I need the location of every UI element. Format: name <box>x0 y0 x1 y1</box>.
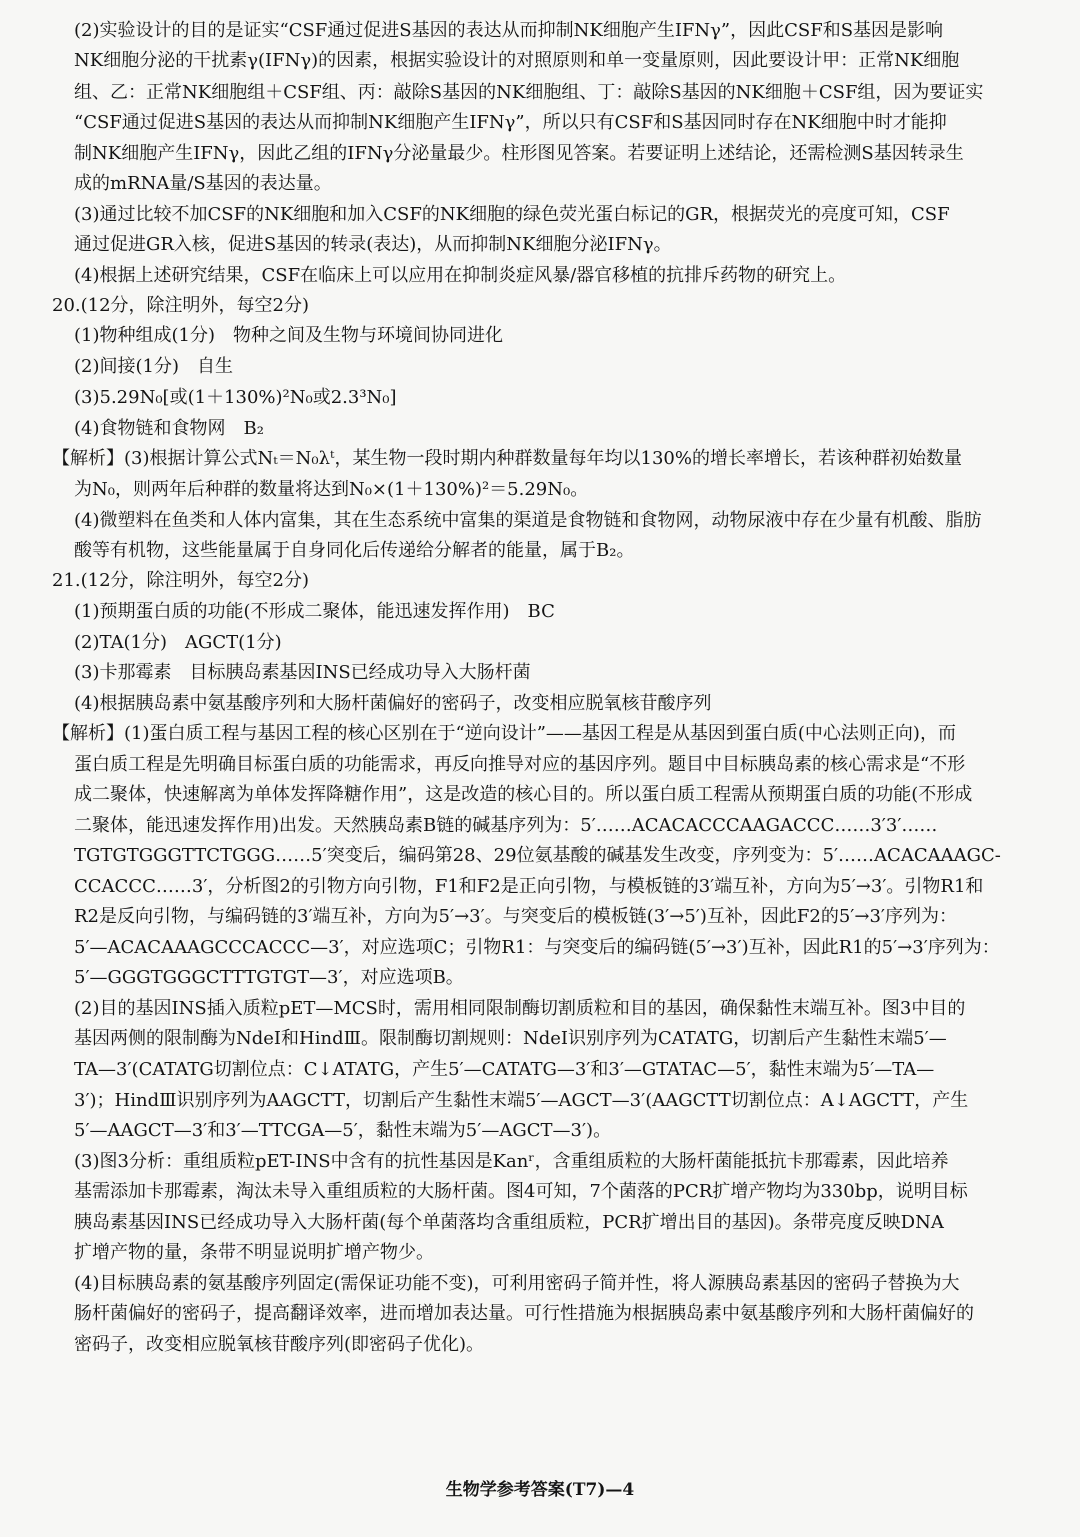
text-line: (4)根据上述研究结果，CSF在临床上可以应用在抑制炎症风暴/器官移植的抗排斥药物的研究上。 <box>74 265 847 286</box>
text-line: 二聚体，能迅速发挥作用)出发。天然胰岛素B链的碱基序列为：5′……ACACACCCAAGACCC……3′3′…… <box>74 815 938 836</box>
question-21-heading: 21.(12分，除注明外，每空2分) <box>52 570 310 591</box>
text-line: CCACCC……3′，分析图2的引物方向引物，F1和F2是正向引物，与模板链的3′端互补，方向为5′→3′。引物R1和 <box>74 876 984 897</box>
answer-line: (1)物种组成(1分) 物种之间及生物与环境间协同进化 <box>74 325 503 346</box>
text-line: 酸等有机物，这些能量属于自身同化后传递给分解者的能量，属于B₂。 <box>74 540 635 561</box>
text-line: 5′—GGGTGGGCTTTGTGT—3′，对应选项B。 <box>74 967 464 988</box>
text-line: 基需添加卡那霉素，淘汰未导入重组质粒的大肠杆菌。图4可知，7个菌落的PCR扩增产物均为330bp，说明目标 <box>74 1181 968 1202</box>
text-line: 5′—AAGCT—3′和3′—TTCGA—5′，黏性末端为5′—AGCT—3′)。 <box>74 1120 612 1141</box>
text-line: 蛋白质工程是先明确目标蛋白质的功能需求，再反向推导对应的基因序列。题目中目标胰岛素的核心需求是“不形 <box>74 754 966 775</box>
text-line: (4)目标胰岛素的氨基酸序列固定(需保证功能不变)，可利用密码子简并性，将人源胰岛素基因的密码子替换为大 <box>74 1273 960 1294</box>
answer-line: (4)食物链和食物网 B₂ <box>74 418 264 439</box>
answer-line: (2)TA(1分) AGCT(1分) <box>74 632 282 653</box>
page-footer: 生物学参考答案(T7)—4 <box>445 1480 635 1500</box>
text-line: (2)实验设计的目的是证实“CSF通过促进S基因的表达从而抑制NK细胞产生IFNγ”，因此CSF和S基因是影响 <box>74 20 944 41</box>
text-line: 肠杆菌偏好的密码子，提高翻译效率，进而增加表达量。可行性措施为根据胰岛素中氨基酸序列和大肠杆菌偏好的 <box>74 1303 974 1324</box>
text-line: (3)通过比较不加CSF的NK细胞和加入CSF的NK细胞的绿色荧光蛋白标记的GR，根据荧光的亮度可知，CSF <box>74 204 950 225</box>
text-line: 为N₀，则两年后种群的数量将达到N₀×(1＋130%)²＝5.29N₀。 <box>74 479 589 500</box>
answer-line: (3)卡那霉素 目标胰岛素基因INS已经成功导入大肠杆菌 <box>74 662 531 683</box>
answer-line: (4)根据胰岛素中氨基酸序列和大肠杆菌偏好的密码子，改变相应脱氧核苷酸序列 <box>74 693 712 714</box>
analysis-line: 【解析】(3)根据计算公式Nₜ＝N₀λᵗ，某生物一段时期内种群数量每年均以130%的增长率增长，若该种群初始数量 <box>52 448 962 469</box>
question-20-heading: 20.(12分，除注明外，每空2分) <box>52 295 310 316</box>
text-line: “CSF通过促进S基因的表达从而抑制NK细胞产生IFNγ”，所以只有CSF和S基因同时存在NK细胞中时才能抑 <box>74 112 947 133</box>
text-line: 密码子，改变相应脱氧核苷酸序列(即密码子优化)。 <box>74 1334 485 1355</box>
text-line: R2是反向引物，与编码链的3′端互补，方向为5′→3′。与突变后的模板链(3′→5′)互补，因此F2的5′→3′序列为： <box>74 906 958 927</box>
answer-line: (1)预期蛋白质的功能(不形成二聚体，能迅速发挥作用) BC <box>74 601 555 622</box>
text-line: 3′)；HindⅢ识别序列为AAGCTT，切割后产生黏性末端5′—AGCT—3′(AAGCTT切割位点：A↓AGCTT，产生 <box>74 1090 969 1111</box>
answer-line: (2)间接(1分) 自生 <box>74 356 233 377</box>
text-line: 基因两侧的限制酶为NdeⅠ和HindⅢ。限制酶切割规则：NdeⅠ识别序列为CATATG，切割后产生黏性末端5′— <box>74 1028 947 1049</box>
text-line: (4)微塑料在鱼类和人体内富集，其在生态系统中富集的渠道是食物链和食物网，动物尿液中存在少量有机酸、脂肪 <box>74 510 982 531</box>
text-line: (3)图3分析：重组质粒pET-INS中含有的抗性基因是Kanʳ，含重组质粒的大肠杆菌能抵抗卡那霉素，因此培养 <box>74 1151 949 1172</box>
text-line: 扩增产物的量，条带不明显说明扩增产物少。 <box>74 1242 434 1263</box>
text-line: (2)目的基因INS插入质粒pET—MCS时，需用相同限制酶切割质粒和目的基因，确保黏性末端互补。图3中目的 <box>74 998 966 1019</box>
text-line: 组、乙：正常NK细胞组＋CSF组、丙：敲除S基因的NK细胞组、丁：敲除S基因的NK细胞＋CSF组，因为要证实 <box>74 82 984 103</box>
text-line: 成二聚体，快速解离为单体发挥降糖作用”，这是改造的核心目的。所以蛋白质工程需从预期蛋白质的功能(不形成 <box>74 784 973 805</box>
text-line: TA—3′(CATATG切割位点：C↓ATATG，产生5′—CATATG—3′和3′—GTATAC—5′，黏性末端为5′—TA— <box>74 1059 935 1080</box>
text-line: 制NK细胞产生IFNγ，因此乙组的IFNγ分泌量最少。柱形图见答案。若要证明上述结论，还需检测S基因转录生 <box>74 143 964 164</box>
analysis-line: 【解析】(1)蛋白质工程与基因工程的核心区别在于“逆向设计”——基因工程是从基因到蛋白质(中心法则正向)，而 <box>52 723 956 744</box>
text-line: 5′—ACACAAAGCCCACCC—3′，对应选项C；引物R1：与突变后的编码链(5′→3′)互补，因此R1的5′→3′序列为： <box>74 937 1000 958</box>
answer-line: (3)5.29N₀[或(1＋130%)²N₀或2.3³N₀] <box>74 387 397 408</box>
text-line: 通过促进GR入核，促进S基因的转录(表达)，从而抑制NK细胞分泌IFNγ。 <box>74 234 672 255</box>
text-line: 成的mRNA量/S基因的表达量。 <box>74 173 332 194</box>
text-line: NK细胞分泌的干扰素γ(IFNγ)的因素，根据实验设计的对照原则和单一变量原则，因此要设计甲：正常NK细胞 <box>74 50 960 71</box>
text-line: 胰岛素基因INS已经成功导入大肠杆菌(每个单菌落均含重组质粒，PCR扩增出目的基因)。条带亮度反映DNA <box>74 1212 944 1233</box>
text-line: TGTGTGGGTTCTGGG……5′突变后，编码第28、29位氨基酸的碱基发生改变，序列变为：5′……ACACAAAGC- <box>74 845 1001 866</box>
